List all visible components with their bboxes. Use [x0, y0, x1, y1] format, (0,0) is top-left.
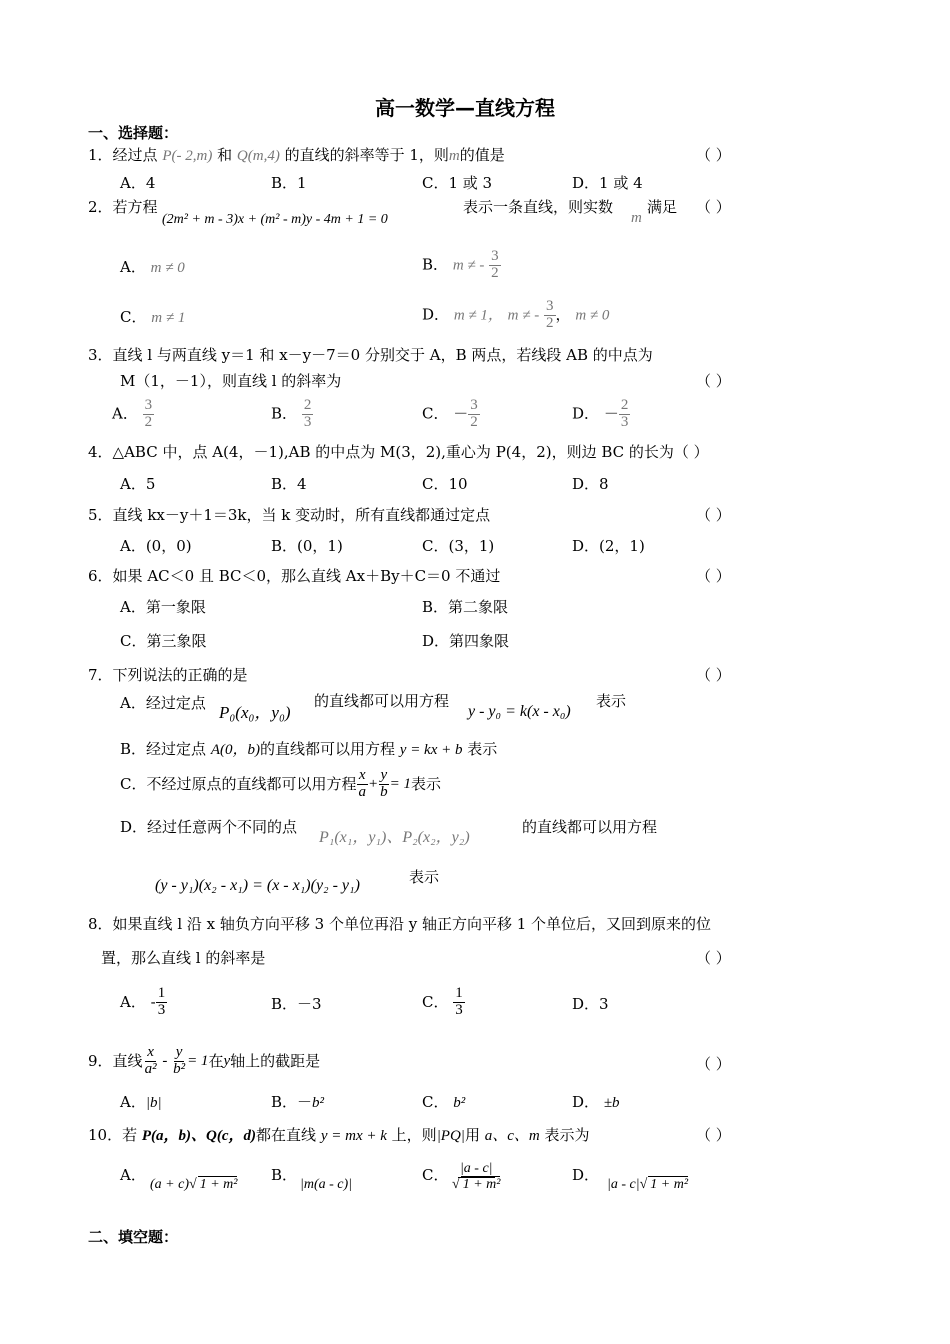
option-b: B． [271, 1166, 298, 1184]
fraction [544, 299, 556, 332]
question-number: 1． [88, 146, 113, 164]
option-d: D． [572, 1166, 600, 1184]
option-d: D．1 或 4 [572, 174, 643, 192]
option-math: y - y₀ = k(x - x₀) [468, 703, 571, 720]
answer-bracket: （ ） [696, 1126, 731, 1144]
question-number: 4． [88, 443, 113, 461]
option-text: 的直线都可以用方程 [314, 692, 450, 710]
option-c: C．第三象限 [120, 632, 207, 650]
question-number: 7． [88, 666, 113, 684]
stem-text: 如果直线 l 沿 x 轴负方向平移 3 个单位再沿 y 轴正方向平移 1 个单位后，又回到原来的位 [112, 915, 712, 933]
question-number: 8． [88, 915, 113, 933]
stem-math: = 1 [187, 1052, 209, 1069]
option-d [572, 1095, 620, 1111]
stem-text: 直线 [112, 1051, 143, 1070]
denominator: 3 [620, 413, 629, 430]
question-number: 5． [88, 506, 113, 524]
option-c [422, 1095, 465, 1111]
numerator: 2 [303, 397, 312, 413]
stem-text: △ABC 中，点 A(4，－1),AB 的中点为 M(3，2),重心为 P(4，2)，则边 BC 的长为（ ） [112, 443, 709, 461]
option-math: = 1 [389, 775, 411, 792]
option-a [120, 1095, 162, 1111]
fraction [489, 249, 501, 282]
option-c: C．1 或 3 [422, 174, 493, 192]
option-d: D．第四象限 [422, 632, 510, 650]
option-text: 的直线都可以用方程 [259, 740, 395, 758]
numerator: y [175, 1044, 183, 1060]
question-number: 6． [88, 567, 113, 585]
stem-text: 经过点 [112, 146, 158, 164]
equation: (2m² + m - 3)x + (m² - m)y - 4m + 1 = 0 [162, 212, 388, 227]
sign: － [453, 404, 469, 423]
option-c [120, 768, 441, 801]
numerator: x [358, 767, 366, 783]
stem-text: 上，则 [391, 1126, 437, 1144]
answer-bracket: （ ） [696, 567, 731, 585]
section-heading-fill: 二、填空题： [88, 1228, 179, 1246]
option-math: |m(a - c)| [300, 1177, 353, 1192]
question-stem [88, 917, 711, 932]
point-q: Q(m,4) [236, 148, 280, 164]
answer-bracket: （ ） [696, 506, 731, 524]
section-heading-choice: 一、选择题： [88, 124, 179, 142]
denominator: a² [144, 1060, 157, 1077]
option-math: (a + c)√ 1 + m² [150, 1177, 238, 1192]
numerator: y [380, 767, 388, 783]
variable-m: m [448, 148, 460, 164]
option-b [271, 398, 313, 431]
option-d [572, 398, 630, 431]
option-math: m ≠ 0 [150, 260, 185, 276]
option-d: D．3 [572, 995, 609, 1013]
stem-text: 的值是 [459, 146, 505, 164]
fraction [156, 986, 168, 1019]
option-text: 不经过原点的直线都可以用方程 [146, 774, 357, 793]
option-math: b² [453, 1095, 466, 1111]
option-math: m ≠ 1 [151, 310, 186, 326]
option-label: C． [120, 774, 147, 793]
option-b: B．4 [271, 475, 307, 493]
option-a: A．4 [120, 174, 156, 192]
option-text: 经过定点 [145, 694, 206, 712]
numerator: 3 [491, 248, 499, 264]
option-math: ±b [603, 1095, 620, 1111]
numerator: x [147, 1044, 154, 1060]
option-a [120, 986, 167, 1019]
option-c [120, 310, 185, 326]
stem-text: 表示一条直线，则实数 [463, 198, 614, 216]
option-math: m ≠ 1， [453, 307, 503, 324]
fraction [450, 1162, 502, 1192]
denominator: 2 [470, 413, 478, 430]
fraction [302, 398, 314, 431]
stem-text: 满足 [647, 198, 678, 216]
fraction [468, 398, 480, 431]
question-number: 9． [88, 1051, 113, 1070]
option-label: A． [120, 1093, 146, 1111]
question-stem [88, 348, 653, 363]
option-math: |a - c|√ 1 + m² [607, 1177, 689, 1192]
option-b: B．1 [271, 174, 307, 192]
option-math: (y - y₁)(x₂ - x₁) = (x - x₁)(y₂ - y₁) [155, 877, 360, 894]
stem-text: 和 [217, 146, 233, 164]
stem-text: 表示为 [544, 1126, 590, 1144]
option-math [450, 1162, 502, 1192]
option-label: C． [422, 404, 449, 423]
option-math: m ≠ 0 [575, 307, 610, 324]
answer-bracket: （ ） [696, 372, 731, 390]
fraction [171, 1045, 187, 1078]
variable-y: y [223, 1052, 231, 1069]
sqrt-radicand: 1 + m² [650, 1177, 689, 1192]
point-p0: P₀(x₀，y₀) [219, 703, 291, 722]
option-b: B．(0，1) [271, 537, 343, 555]
numerator: 3 [546, 298, 554, 314]
option-text: 表示 [596, 692, 627, 710]
stem-text: 直线 kx－y＋1＝3k，当 k 变动时，所有直线都通过定点 [112, 506, 491, 524]
denominator: 2 [546, 314, 554, 331]
plus-sign: + [368, 775, 379, 792]
stem-text: 轴上的截距是 [230, 1051, 321, 1070]
option-a: A．5 [120, 475, 156, 493]
answer-bracket: （ ） [696, 198, 731, 216]
option-label: D． [572, 1093, 600, 1111]
option-a: A．第一象限 [120, 598, 206, 616]
points-p-q: P(a，b)、Q(c，d) [141, 1128, 257, 1144]
stem-text: 若方程 [112, 198, 158, 216]
option-text: 表示 [467, 740, 498, 758]
option-b: B．－3 [271, 995, 322, 1013]
option-math: |b| [145, 1095, 162, 1111]
option-label: A． [120, 992, 146, 1011]
page-title: 高一数学—直线方程 [375, 96, 555, 120]
question-stem [88, 668, 248, 683]
sqrt-radicand: 1 + m² [462, 1176, 501, 1192]
option-c: C．(3，1) [422, 537, 495, 555]
stem-text: 在 [208, 1051, 224, 1070]
option-a [120, 696, 206, 711]
math-part: (a + c) [150, 1177, 189, 1192]
fraction [357, 768, 369, 801]
option-b [120, 742, 497, 758]
option-label: B． [271, 404, 298, 423]
numerator: 3 [144, 397, 153, 413]
denominator: 2 [491, 264, 499, 281]
option-label: B． [422, 255, 449, 274]
option-a: A．(0，0) [120, 537, 192, 555]
question-stem [88, 1045, 320, 1078]
option-b: B．第二象限 [422, 598, 509, 616]
option-label: A． [120, 258, 146, 276]
math-part: |a - c| [607, 1177, 640, 1192]
stem-text: 置，那么直线 l 的斜率是 [101, 949, 266, 967]
option-math: b² [312, 1095, 325, 1111]
numerator: |a - c| [459, 1161, 493, 1176]
question-number: 3． [88, 346, 113, 364]
denominator: a [358, 783, 366, 800]
option-c [422, 986, 465, 1019]
distance-pq: |PQ| [436, 1128, 465, 1144]
option-a [112, 398, 154, 431]
option-label: D． [120, 818, 148, 836]
sign: - [150, 992, 156, 1011]
line-equation: y = mx + k [320, 1128, 387, 1144]
answer-bracket: （ ） [696, 146, 731, 164]
variables: a、c、m [484, 1128, 540, 1144]
stem-text: M（1，－1），则直线 l 的斜率为 [120, 372, 342, 390]
option-text: 表示 [411, 774, 442, 793]
denominator: 3 [455, 1001, 463, 1018]
option-label: C． [422, 992, 449, 1011]
denominator: 3 [157, 1001, 166, 1018]
question-stem [88, 445, 709, 460]
option-c: C．10 [422, 475, 468, 493]
fraction [453, 986, 465, 1019]
option-c [422, 398, 480, 431]
denominator: √ 1 + m² [452, 1176, 501, 1192]
option-text: 的直线都可以用方程 [522, 818, 658, 836]
option-a: A． [120, 1166, 146, 1184]
option-text: 经过任意两个不同的点 [147, 818, 298, 836]
answer-bracket: （ ） [696, 666, 731, 684]
option-d [422, 299, 609, 332]
points-p1-p2: P₁(x₁，y₁)、P₂(x₂，y₂) [319, 829, 470, 846]
point-a: A(0，b) [210, 742, 260, 758]
option-b [422, 249, 501, 282]
option-text: 表示 [409, 868, 440, 886]
stem-text: 若 [122, 1126, 138, 1144]
option-label: B．－ [271, 1093, 313, 1111]
option-label: D． [422, 305, 450, 324]
option-a [120, 260, 185, 276]
option-label: C． [120, 308, 147, 326]
option-label: A． [120, 694, 146, 712]
question-stem [88, 1128, 590, 1144]
question-stem [88, 508, 490, 523]
minus-sign: - [158, 1052, 172, 1069]
point-p: P(- 2,m) [162, 148, 213, 164]
option-text: 经过定点 [146, 740, 207, 758]
option-c: C． [422, 1166, 449, 1184]
sqrt-radicand: 1 + m² [199, 1177, 238, 1192]
stem-text: 都在直线 [256, 1126, 317, 1144]
question-number: 2． [88, 198, 113, 216]
question-stem [88, 200, 158, 215]
sign: － [603, 404, 619, 423]
question-stem [88, 569, 500, 584]
fraction [143, 1045, 159, 1078]
numerator: 1 [455, 985, 463, 1001]
stem-text: 直线 l 与两直线 y＝1 和 x－y－7＝0 分别交于 A，B 两点，若线段 AB 的中点为 [112, 346, 653, 364]
denominator: b² [173, 1060, 186, 1077]
option-label: C． [422, 1093, 449, 1111]
option-d: D．8 [572, 475, 609, 493]
option-math: m ≠ - [507, 307, 540, 324]
stem-text: 下列说法的正确的是 [112, 666, 248, 684]
fraction [143, 398, 155, 431]
denominator: 3 [303, 413, 312, 430]
option-d: D．(2，1) [572, 537, 645, 555]
option-math: ， [555, 305, 571, 324]
option-math: y = kx + b [399, 742, 463, 758]
option-label: D． [572, 404, 600, 423]
option-d [120, 820, 297, 835]
option-math: m ≠ - [452, 257, 485, 274]
answer-bracket: （ ） [696, 1055, 731, 1073]
denominator: 2 [144, 413, 153, 430]
option-label: A． [112, 404, 138, 423]
denominator: b [380, 783, 388, 800]
answer-bracket: （ ） [696, 949, 731, 967]
question-stem [88, 148, 505, 164]
fraction [378, 768, 390, 801]
stem-text: 用 [464, 1126, 480, 1144]
stem-text: 的直线的斜率等于 1，则 [284, 146, 449, 164]
option-b [271, 1095, 324, 1111]
numerator: 3 [470, 397, 478, 413]
stem-text: 如果 AC＜0 且 BC＜0，那么直线 Ax＋By＋C＝0 不通过 [112, 567, 501, 585]
numerator: 1 [157, 985, 166, 1001]
numerator: 2 [620, 397, 629, 413]
question-number: 10． [88, 1126, 123, 1144]
option-label: B． [120, 740, 147, 758]
fraction [619, 398, 631, 431]
variable-m: m [631, 210, 642, 226]
